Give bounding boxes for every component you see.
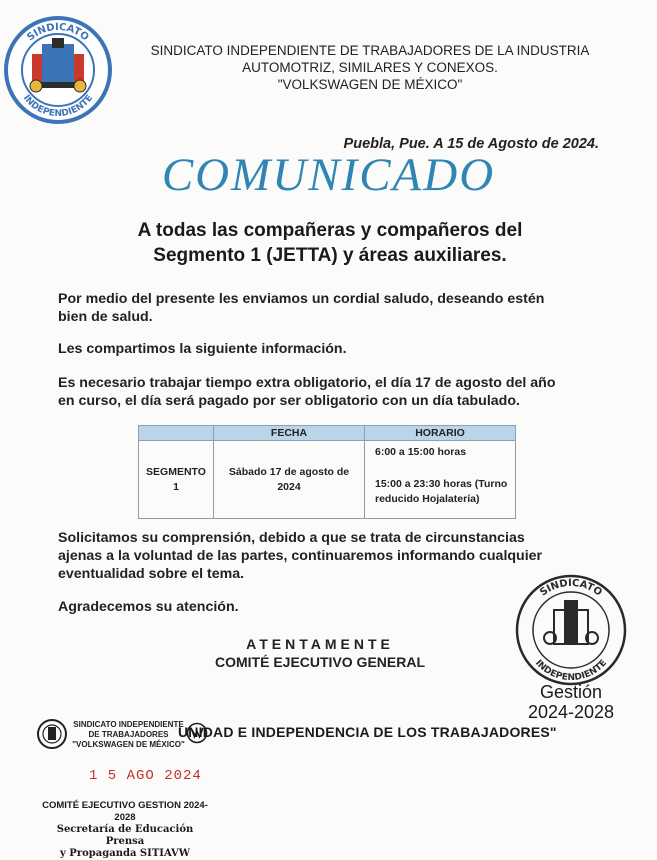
schedule-header-row — [139, 426, 516, 441]
gestion-word: Gestión — [539, 682, 603, 702]
schedule-table — [138, 425, 516, 519]
seal-text-bottom: INDEPENDIENTE — [532, 658, 610, 684]
union-logo — [2, 14, 114, 126]
greeting-line-2: bien de salud. — [58, 309, 153, 325]
overtime-line-2: en curso, el día será pagado por ser obligatorio con un día tabulado. — [58, 393, 520, 409]
addressee-line-1: A todas las compañeras y compañeros del — [137, 220, 523, 241]
closing-committee: COMITÉ EJECUTIVO GENERAL — [214, 654, 426, 670]
understanding-line-2: ajenas a la voluntad de las partes, continuaremos informando cualquier — [58, 548, 543, 564]
gestion-label — [516, 682, 626, 722]
table-row — [139, 441, 516, 519]
stamp-line-3: "VOLKSWAGEN DE MÉXICO" — [72, 740, 185, 749]
stamp-line-1: SINDICATO INDEPENDIENTE — [73, 720, 184, 729]
date-cell — [214, 441, 365, 519]
header-segment — [139, 426, 214, 441]
share-paragraph: Les compartimos la siguiente información. — [58, 341, 347, 357]
secretary-line-2: Secretaría de Educación Prensa — [56, 824, 194, 847]
understanding-line-1: Solicitamos su comprensión, debido a que se trata de circunstancias — [58, 530, 525, 546]
document-title: COMUNICADO — [161, 149, 496, 201]
segment-label: SEGMENTO — [146, 465, 206, 478]
letterhead-line-2: AUTOMOTRIZ, SIMILARES Y CONEXOS. — [242, 60, 498, 75]
stamp-seal-icon — [36, 718, 68, 750]
hours-shift-1: 6:00 a 15:00 horas — [375, 446, 467, 458]
secretary-line-3: y Propaganda SITIAVW — [60, 848, 190, 859]
hours-cell — [365, 441, 516, 519]
segment-cell — [139, 441, 214, 519]
overtime-paragraph — [58, 374, 606, 410]
greeting-paragraph — [58, 290, 606, 326]
logo-text-bottom: INDEPENDIENTE — [20, 93, 96, 120]
letterhead — [110, 42, 630, 93]
segment-number: 1 — [173, 480, 179, 493]
union-stamp-text — [66, 720, 191, 750]
letterhead-line-1: SINDICATO INDEPENDIENTE DE TRABAJADORES DE LA INDUSTRIA — [150, 43, 590, 58]
union-motto: UNIDAD E INDEPENDENCIA DE LOS TRABAJADORES" — [178, 724, 557, 740]
greeting-line-1: Por medio del presente les enviamos un cordial saludo, deseando estén — [58, 291, 545, 307]
stamp-line-2: DE TRABAJADORES — [88, 730, 169, 739]
union-seal — [510, 572, 632, 688]
seal-text-top: SINDICATO — [538, 577, 604, 599]
letterhead-line-3: "VOLKSWAGEN DE MÉXICO" — [277, 77, 463, 92]
closing-atentamente: ATENTAMENTE — [246, 636, 394, 652]
secretary-line-1: COMITÉ EJECUTIVO GESTION 2024-2028 — [42, 800, 208, 823]
date-line-1: Sábado 17 de agosto de — [228, 465, 350, 478]
overtime-line-1: Es necesario trabajar tiempo extra obligatorio, el día 17 de agosto del año — [58, 375, 556, 391]
date-line-2: 2024 — [277, 480, 301, 493]
addressee-line-2: Segmento 1 (JETTA) y áreas auxiliares. — [153, 245, 507, 266]
gestion-years: 2024-2028 — [527, 702, 615, 722]
header-fecha: FECHA — [214, 426, 365, 441]
secretary-stamp — [40, 800, 210, 860]
place-date: Puebla, Pue. A 15 de Agosto de 2024. — [343, 136, 599, 152]
received-date-stamp: 1 5 AGO 2024 — [89, 768, 202, 784]
understanding-line-3: eventualidad sobre el tema. — [58, 566, 245, 582]
addressee — [60, 218, 600, 268]
thanks-paragraph: Agradecemos su atención. — [58, 599, 239, 615]
header-horario: HORARIO — [365, 426, 516, 441]
hours-shift-2-line-2: reducido Hojalatería) — [375, 493, 480, 505]
logo-text-top: SINDICATO — [25, 21, 91, 44]
svg-text:INDEPENDIENTE — [533, 658, 609, 683]
hours-shift-2-line-1: 15:00 a 23:30 horas (Turno — [375, 478, 508, 490]
